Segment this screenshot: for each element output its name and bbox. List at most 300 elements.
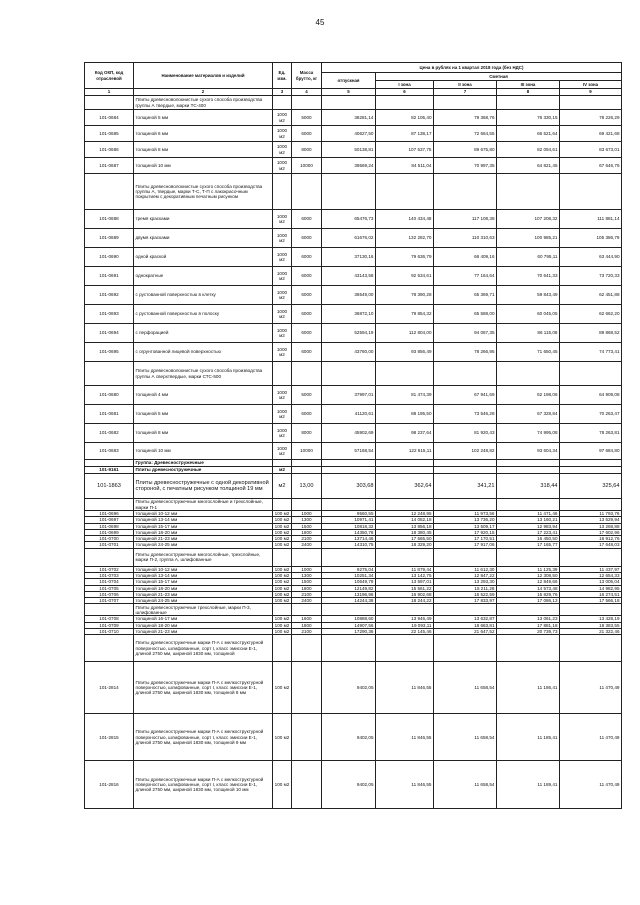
cell-unit: 1000 м2 (273, 324, 292, 343)
section-title: Плиты древесностружечные марки П-А с мелкоструктурной поверхностью, шлифованные, сорт I, класс эмиссии Е-1, длиной 2750 мм, шириной 1830 мм, толщиной (134, 635, 273, 662)
cell-z4: 62 451,88 (560, 286, 622, 305)
cell-unit: 1000 м2 (273, 405, 292, 424)
cell-p: 12149,82 (322, 585, 376, 591)
cell-unit: 100 м2 (273, 591, 292, 597)
cell-empty (560, 635, 622, 662)
cell-name: толщиной 18-20 мм (134, 622, 273, 628)
cell-z4 (560, 467, 622, 474)
cell-unit: 1000 м2 (273, 229, 292, 248)
cell-z3: 82 094,61 (497, 142, 560, 158)
cell-code: 101-0686 (85, 142, 134, 158)
cell-z3: 64 821,45 (497, 158, 560, 174)
cell-z2 (434, 460, 497, 467)
cell-z3: 17 223,41 (497, 529, 560, 535)
cell-mass: 6000 (292, 267, 322, 286)
cell-p: 13714,46 (322, 536, 376, 542)
cell-unit: 1000 м2 (273, 343, 292, 362)
section-title: Плиты древесноволокнистые сухого способа производства группы А твердые, марки ТС-400 (134, 96, 273, 110)
cell-mass: 6000 (292, 343, 322, 362)
cell-code: 101-0692 (85, 286, 134, 305)
cell-z3: 86 115,08 (497, 324, 560, 343)
cell-z2: 13 293,30 (434, 579, 497, 585)
cell-name: толщиной 10 мм (134, 158, 273, 174)
cell-z2: 72 664,55 (434, 126, 497, 142)
cell-z3: 74 995,08 (497, 424, 560, 443)
cell-z4: 78 226,29 (560, 110, 622, 126)
cell-name: Плиты древесностружечные марки П-А с мелкоструктурной поверхностью, шлифованные, сорт I, класс эмиссии Е-1, длиной 2750 мм, шириной 1830 мм, толщиной 10 мм (134, 761, 273, 809)
cell-name: толщиной 8 мм (134, 142, 273, 158)
cell-mass (292, 460, 322, 467)
cell-z3: 17 165,77 (497, 542, 560, 548)
header-zone1: I зона (376, 81, 434, 89)
cell-z1: 18 380,45 (376, 529, 434, 535)
cell-z4: 67 646,76 (560, 158, 622, 174)
table-row (85, 229, 622, 248)
cell-p: 38281,14 (322, 110, 376, 126)
cell-mass (292, 761, 322, 809)
cell-empty (560, 604, 622, 616)
table-row (85, 210, 622, 229)
cell-p: 9402,05 (322, 761, 376, 809)
cell-mass: 1600 (292, 616, 322, 622)
group-row (85, 460, 622, 467)
cell-mass: 1500 (292, 523, 322, 529)
cell-empty (560, 96, 622, 110)
cell-z4: 325,64 (560, 474, 622, 499)
cell-unit (273, 460, 292, 467)
cell-mass: 2400 (292, 542, 322, 548)
cell-name: с рустованной поверхностью в клетку (134, 286, 273, 305)
cell-z1: 140 434,48 (376, 210, 434, 229)
cell-name: толщиной 24-25 мм (134, 542, 273, 548)
cell-z4: 14 982,95 (560, 585, 622, 591)
cell-empty (560, 548, 622, 566)
header-release: отпускная (322, 73, 376, 89)
cell-mass: 6000 (292, 286, 322, 305)
cell-z1: 13 142,75 (376, 572, 434, 578)
cell-unit: 1000 м2 (273, 286, 292, 305)
cell-z4: 11 470,49 (560, 714, 622, 761)
cell-z3: 66 521,64 (497, 126, 560, 142)
cell-p: 37997,01 (322, 386, 376, 405)
column-number-row (85, 89, 622, 96)
cell-empty (376, 635, 434, 662)
cell-empty (434, 604, 497, 616)
cell-mass: 1800 (292, 622, 322, 628)
cell-mass: 13,00 (292, 474, 322, 499)
cell-z3: 12 308,50 (497, 572, 560, 578)
cell-unit: 1000 м2 (273, 424, 292, 443)
cell-p: 37130,16 (322, 248, 376, 267)
cell-code: 101-0705 (85, 585, 134, 591)
cell-z1: 12 248,95 (376, 511, 434, 517)
cell-mass: 10000 (292, 443, 322, 460)
cell-empty (322, 499, 376, 511)
table-header (85, 63, 622, 96)
cell-empty (560, 499, 622, 511)
cell-empty (376, 604, 434, 616)
cell-p: 36872,10 (322, 305, 376, 324)
section-row (85, 362, 622, 386)
cell-z4: 16 912,76 (560, 536, 622, 542)
cell-z2: 94 067,35 (434, 324, 497, 343)
cell-z2: 70 997,35 (434, 158, 497, 174)
cell-name: толщиной 21-23 мм (134, 628, 273, 634)
cell-code: 101-0680 (85, 386, 134, 405)
cell-p: 39569,24 (322, 158, 376, 174)
cell-unit: 100 м2 (273, 566, 292, 572)
cell-empty (292, 635, 322, 662)
cell-name: толщиной 15-17 мм (134, 579, 273, 585)
cell-z1: 16 902,68 (376, 591, 434, 597)
cell-z3 (497, 467, 560, 474)
cell-mass: 2100 (292, 628, 322, 634)
table-row (85, 343, 622, 362)
cell-z4: 13 529,94 (560, 517, 622, 523)
price-table (84, 62, 622, 809)
cell-p: 50138,81 (322, 142, 376, 158)
cell-z1: 93 856,49 (376, 343, 434, 362)
cell-mass: 6000 (292, 405, 322, 424)
group-row (85, 467, 622, 474)
table-row (85, 386, 622, 405)
cell-empty (273, 174, 292, 210)
cell-code (85, 499, 134, 511)
cell-z2: 15 211,28 (434, 585, 497, 591)
cell-z3: 70 641,33 (497, 267, 560, 286)
cell-code: 101-0688 (85, 210, 134, 229)
cell-code (85, 460, 134, 467)
header-zone4: IV зона (560, 81, 622, 89)
cell-z1: 98 237,64 (376, 424, 434, 443)
cell-empty (434, 362, 497, 386)
cell-z1: 13 946,49 (376, 616, 434, 622)
cell-unit: 100 м2 (273, 536, 292, 542)
cell-code: 101-0689 (85, 229, 134, 248)
cell-z1: 112 804,00 (376, 324, 434, 343)
cell-z3: 11 189,41 (497, 761, 560, 809)
column-number: 3 (273, 89, 292, 96)
cell-unit: 100 м2 (273, 517, 292, 523)
cell-z4: 12 654,33 (560, 572, 622, 578)
cell-z2: 102 248,82 (434, 443, 497, 460)
cell-code: 101-0704 (85, 579, 134, 585)
cell-z4: 11 470,49 (560, 662, 622, 714)
cell-name: одной краской (134, 248, 273, 267)
cell-code: 101-0682 (85, 424, 134, 443)
cell-name: однократные (134, 267, 273, 286)
cell-z3: 11 471,46 (497, 511, 560, 517)
cell-z1: 81 474,39 (376, 386, 434, 405)
cell-name: с перфорацией (134, 324, 273, 343)
cell-z1: 11 879,44 (376, 566, 434, 572)
cell-empty (322, 362, 376, 386)
cell-p: 45902,69 (322, 424, 376, 443)
cell-mass: 1800 (292, 585, 322, 591)
cell-z1: 79 636,79 (376, 248, 434, 267)
cell-unit: 100 м2 (273, 662, 292, 714)
section-row (85, 96, 622, 110)
cell-mass: 8000 (292, 142, 322, 158)
column-number: 8 (497, 89, 560, 96)
cell-z1: 88 195,50 (376, 405, 434, 424)
cell-z4: 17 566,18 (560, 598, 622, 604)
cell-z3: 12 983,94 (497, 523, 560, 529)
cell-p: 17290,36 (322, 628, 376, 634)
cell-name: толщиной 21-23 мм (134, 536, 273, 542)
cell-z3: 71 650,45 (497, 343, 560, 362)
cell-z3: 17 086,13 (497, 598, 560, 604)
cell-empty (273, 362, 292, 386)
header-unit: Ед. изм. (273, 63, 292, 89)
cell-z2: 78 266,95 (434, 343, 497, 362)
cell-z4: 69 421,68 (560, 126, 622, 142)
table-row (85, 286, 622, 305)
cell-code: 101-0702 (85, 566, 134, 572)
cell-unit: 1000 м2 (273, 386, 292, 405)
cell-z4: 83 673,01 (560, 142, 622, 158)
cell-empty (292, 548, 322, 566)
cell-name: толщиной 10 мм (134, 443, 273, 460)
cell-z3: 67 328,84 (497, 405, 560, 424)
cell-empty (322, 635, 376, 662)
cell-p: 9402,05 (322, 714, 376, 761)
cell-p: 14907,56 (322, 622, 376, 628)
cell-name: толщиной 10-12 мм (134, 511, 273, 517)
cell-unit: 100 м2 (273, 572, 292, 578)
cell-unit: 100 м2 (273, 585, 292, 591)
cell-z2: 341,21 (434, 474, 497, 499)
cell-name: толщиной 13-14 мм (134, 517, 273, 523)
cell-z1: 15 561,22 (376, 585, 434, 591)
cell-z2: 17 920,15 (434, 529, 497, 535)
cell-unit: 100 м2 (273, 598, 292, 604)
cell-code: 101-0703 (85, 572, 134, 578)
section-title: Плиты древесноволокнистые сухого способа производства группы А сверхтвердые, марки СТС-500 (134, 362, 273, 386)
cell-z3: 12 849,66 (497, 579, 560, 585)
cell-empty (497, 362, 560, 386)
cell-name: с рустованной поверхностью в полоску (134, 305, 273, 324)
cell-empty (292, 174, 322, 210)
cell-unit: 1000 м2 (273, 210, 292, 229)
cell-unit: 1000 м2 (273, 443, 292, 460)
cell-empty (322, 604, 376, 616)
cell-mass: 1500 (292, 579, 322, 585)
cell-p: 14310,75 (322, 542, 376, 548)
header-code: Код ОКП, код отраслевой (85, 63, 134, 89)
cell-z4: 97 684,80 (560, 443, 622, 460)
cell-mass: 2100 (292, 536, 322, 542)
cell-p: 9275,04 (322, 566, 376, 572)
cell-z4: 21 322,46 (560, 628, 622, 634)
section-title: Плиты древесностружечные многослойные, трехслойные, марки П-2, группа А, шлифованные (134, 548, 273, 566)
cell-mass: 6000 (292, 248, 322, 267)
cell-p: 13196,96 (322, 591, 376, 597)
table-row (85, 662, 622, 714)
table-row (85, 126, 622, 142)
cell-z2: 110 310,63 (434, 229, 497, 248)
table-row (85, 324, 622, 343)
cell-mass: 10000 (292, 158, 322, 174)
cell-empty (273, 499, 292, 511)
cell-z2: 89 675,80 (434, 142, 497, 158)
cell-empty (497, 499, 560, 511)
cell-z4: 111 881,14 (560, 210, 622, 229)
cell-unit: 1000 м2 (273, 305, 292, 324)
cell-empty (292, 604, 322, 616)
cell-z1: 22 145,46 (376, 628, 434, 634)
cell-p: 10971,41 (322, 517, 376, 523)
cell-empty (434, 499, 497, 511)
cell-name: Плиты древесностружечные марки П-А с мелкоструктурной поверхностью, шлифованные, сорт I, класс эмиссии Е-1, длиной 2750 мм, шириной 1830 мм, толщиной 8 мм (134, 662, 273, 714)
cell-empty (497, 548, 560, 566)
cell-empty (322, 96, 376, 110)
cell-z3: 100 985,21 (497, 229, 560, 248)
cell-code: 101-1863 (85, 474, 134, 499)
cell-mass (292, 467, 322, 474)
cell-unit: 1000 м2 (273, 142, 292, 158)
table-row (85, 405, 622, 424)
cell-unit: 100 м2 (273, 511, 292, 517)
cell-name: тремя красками (134, 210, 273, 229)
cell-z3: 62 198,06 (497, 386, 560, 405)
cell-z2: 65 369,71 (434, 286, 497, 305)
cell-z1: 19 093,11 (376, 622, 434, 628)
cell-z1: 11 846,55 (376, 714, 434, 761)
cell-z3: 15 829,76 (497, 591, 560, 597)
cell-code: 101-0709 (85, 622, 134, 628)
cell-mass: 1800 (292, 529, 322, 535)
cell-z2: 17 170,51 (434, 536, 497, 542)
cell-z2: 21 647,52 (434, 628, 497, 634)
cell-z3: 11 185,41 (497, 714, 560, 761)
page-number: 45 (315, 18, 325, 27)
cell-name: толщиной 5 мм (134, 405, 273, 424)
cell-p: 65476,73 (322, 210, 376, 229)
cell-empty (497, 635, 560, 662)
cell-z4: 70 263,47 (560, 405, 622, 424)
cell-p: 9560,55 (322, 511, 376, 517)
column-number: 6 (376, 89, 434, 96)
cell-p: 43760,00 (322, 343, 376, 362)
cell-code: 101-2814 (85, 662, 134, 714)
cell-z4: 16 274,51 (560, 591, 622, 597)
cell-z2: 11 658,54 (434, 761, 497, 809)
cell-p: 41120,61 (322, 405, 376, 424)
cell-z3: 13 061,23 (497, 616, 560, 622)
cell-z2: 18 663,81 (434, 622, 497, 628)
cell-z3: 318,44 (497, 474, 560, 499)
cell-z1: 87 138,17 (376, 126, 434, 142)
column-number: 9 (560, 89, 622, 96)
cell-unit: 100 м2 (273, 714, 292, 761)
cell-p (322, 460, 376, 467)
cell-code: 101-2815 (85, 714, 134, 761)
cell-z4: 64 909,08 (560, 386, 622, 405)
cell-name: толщиной 13-14 мм (134, 572, 273, 578)
cell-empty (292, 362, 322, 386)
table-row (85, 424, 622, 443)
cell-z1: 78 390,28 (376, 286, 434, 305)
section-row (85, 499, 622, 511)
cell-z3: 60 795,11 (497, 248, 560, 267)
cell-mass: 6000 (292, 229, 322, 248)
column-number: 2 (134, 89, 273, 96)
cell-unit: м2 (273, 474, 292, 499)
table-row (85, 761, 622, 809)
cell-z2: 16 522,59 (434, 591, 497, 597)
cell-empty (376, 548, 434, 566)
cell-z2: 11 658,54 (434, 662, 497, 714)
cell-unit: 1000 м2 (273, 126, 292, 142)
cell-name: двумя красками (134, 229, 273, 248)
cell-code: 101-0683 (85, 443, 134, 460)
cell-z1: 362,64 (376, 474, 434, 499)
cell-code: 101-0695 (85, 343, 134, 362)
cell-z2: 13 509,17 (434, 523, 497, 529)
cell-z3 (497, 460, 560, 467)
cell-name: толщиной 18-20 мм (134, 585, 273, 591)
cell-empty (292, 499, 322, 511)
cell-name: толщиной 4 мм (134, 386, 273, 405)
cell-z4: 13 268,88 (560, 523, 622, 529)
cell-name: Группа: Древесностружечные (134, 460, 273, 467)
cell-mass: 5000 (292, 386, 322, 405)
table-row (85, 305, 622, 324)
cell-mass: 6000 (292, 126, 322, 142)
cell-code: 101-0700 (85, 536, 134, 542)
cell-unit: 100 м2 (273, 628, 292, 634)
cell-code: 101-2816 (85, 761, 134, 809)
cell-z1: 82 105,40 (376, 110, 434, 126)
cell-p: 10818,32 (322, 523, 376, 529)
cell-p: 57168,54 (322, 443, 376, 460)
cell-code: 101-0706 (85, 591, 134, 597)
cell-z1: 84 511,04 (376, 158, 434, 174)
cell-name: толщиной 15-17 мм (134, 523, 273, 529)
cell-name: толщиной 6 мм (134, 126, 273, 142)
cell-z4: 78 263,81 (560, 424, 622, 443)
cell-p: 43143,58 (322, 267, 376, 286)
cell-name: толщиной 16-17 мм (134, 616, 273, 622)
cell-z1: 11 846,55 (376, 761, 434, 809)
cell-code (85, 548, 134, 566)
cell-empty (376, 174, 434, 210)
section-row (85, 635, 622, 662)
cell-z2: 67 941,69 (434, 386, 497, 405)
cell-unit: 100 м2 (273, 542, 292, 548)
cell-p: 36549,00 (322, 286, 376, 305)
cell-z3: 13 160,21 (497, 517, 560, 523)
cell-code: 101-0690 (85, 248, 134, 267)
cell-empty (322, 548, 376, 566)
cell-empty (434, 174, 497, 210)
cell-empty (376, 96, 434, 110)
cell-mass: 5000 (292, 110, 322, 126)
cell-mass: 1000 (292, 511, 322, 517)
cell-z4: 105 386,79 (560, 229, 622, 248)
cell-z3: 20 739,73 (497, 628, 560, 634)
cell-z2: 12 847,22 (434, 572, 497, 578)
cell-p (322, 467, 376, 474)
cell-z3: 59 843,49 (497, 286, 560, 305)
cell-name: Плиты древесностружечные марки П-А с мелкоструктурной поверхностью, шлифованные, сорт I, класс эмиссии Е-1, длиной 2750 мм, шириной 1830 мм, толщиной 9 мм (134, 714, 273, 761)
section-title: Плиты древесностружечные трехслойные, марки П-3, шлифованные (134, 604, 273, 616)
cell-z1 (376, 460, 434, 467)
cell-code: 101-0696 (85, 511, 134, 517)
cell-z2 (434, 467, 497, 474)
section-row (85, 548, 622, 566)
